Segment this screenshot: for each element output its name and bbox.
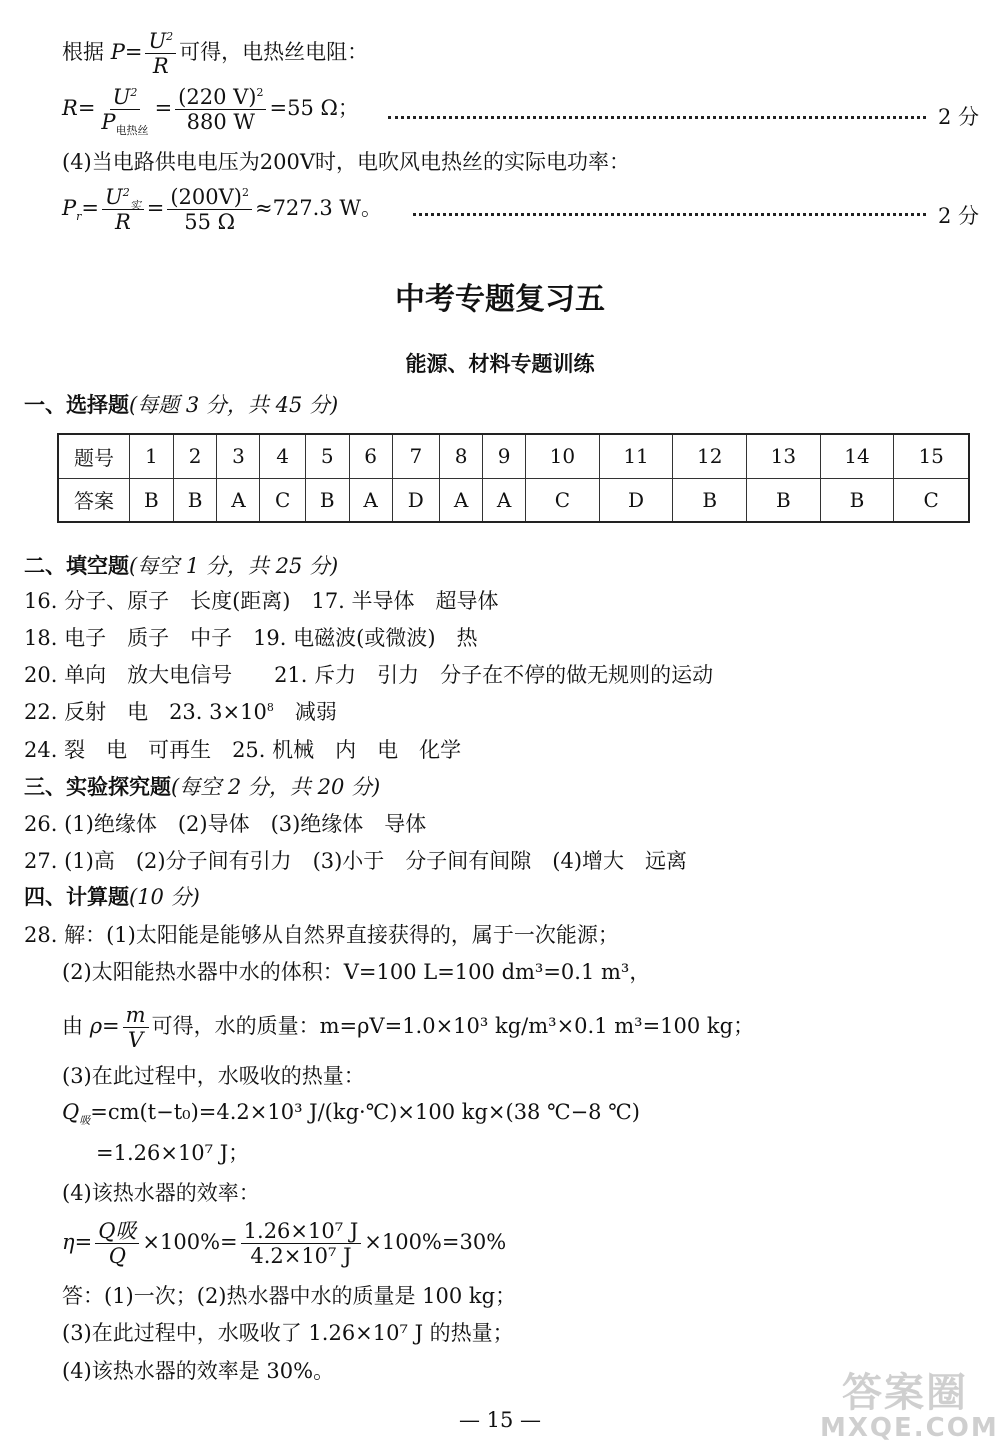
text: 由 [62, 1014, 83, 1039]
watermark-logo [820, 1370, 999, 1446]
fraction-u-real: $\frac{U^2_实}{R}$ [102, 186, 144, 233]
num: Q吸 [95, 1220, 139, 1244]
dotted-leader [388, 116, 926, 119]
num: (220 V) [178, 85, 257, 109]
fraction-eff-values [241, 1220, 362, 1267]
formula-line-1: 根据 P= $\frac{U^2}{R}$ 可得，电热丝电阻： [62, 29, 369, 79]
text: 减弱 [273, 700, 337, 724]
section-note: (10 分) [129, 885, 200, 909]
watermark-text: 答案圈 [842, 1370, 968, 1416]
num: (200V) [170, 185, 242, 209]
section-4-heading [24, 885, 200, 910]
section-1-heading [24, 393, 338, 418]
fill-line: 18. 电子 质子 中子 19. 电磁波(或微波) 热 [24, 626, 478, 650]
fraction-u2-r: $\frac{U^2}{R}$ [145, 30, 176, 77]
table-cell: 13 [747, 434, 821, 478]
text: 根据 [62, 40, 104, 65]
table-cell: C [260, 478, 305, 522]
var-q: $Q_吸$ [62, 1100, 91, 1128]
row-label: 答案 [58, 478, 130, 522]
answer-line: (4)该热水器的效率是 30%。 [62, 1359, 335, 1383]
text-line-3: (4)当电路供电电压为200V时，电吹风电热丝的实际电功率： [62, 150, 630, 174]
section-note: (每题 3 分，共 45 分) [129, 393, 339, 417]
calc-line: (4)该热水器的效率： [62, 1181, 260, 1205]
calc-line-rho: 由 ρ= $\frac{m}{V}$ 可得，水的质量：m=ρV=1.0×10³ kg/m³×0.1 m³=100 kg； [62, 1003, 755, 1053]
text: 可得，电热丝电阻： [179, 40, 369, 65]
table-row [58, 434, 969, 478]
page-subtitle: 能源、材料专题训练 [405, 352, 595, 376]
den: R [114, 210, 131, 235]
table-cell: 1 [130, 434, 174, 478]
dotted-leader [413, 213, 926, 216]
table-cell: C [526, 478, 600, 522]
answer-table [57, 433, 970, 523]
answer-line: 答：(1)一次；(2)热水器中水的质量是 100 kg； [62, 1284, 517, 1308]
fill-line [24, 700, 337, 725]
den: R [152, 54, 169, 79]
table-cell: C [894, 478, 969, 522]
den: 4.2×10⁷ J [250, 1244, 352, 1269]
table-cell: D [599, 478, 673, 522]
table-row [58, 478, 969, 522]
text: 22. 反射 电 23. 3×10 [24, 700, 267, 724]
text: ×100%=30% [364, 1230, 507, 1255]
calc-line-heat [62, 1100, 640, 1128]
text: 可得，水的质量：m=ρV=1.0×10³ kg/m³×0.1 m³=100 kg； [151, 1014, 755, 1039]
sub: 实 [129, 199, 141, 213]
den: V [128, 1028, 144, 1053]
num: 1.26×10⁷ J [241, 1220, 362, 1244]
result: ≈727.3 W。 [254, 196, 382, 221]
num: m [123, 1004, 149, 1028]
table-cell: 10 [526, 434, 600, 478]
table-cell: 3 [217, 434, 260, 478]
page-title: 中考专题复习五 [395, 282, 605, 317]
fraction-q [95, 1220, 139, 1267]
answer-line: (3)在此过程中，水吸收了 1.26×10⁷ J 的热量； [62, 1321, 514, 1345]
table-cell: A [349, 478, 392, 522]
page-number: — 15 — [458, 1408, 542, 1432]
text: ×100%= [142, 1230, 238, 1255]
score: 2 分 [938, 204, 980, 228]
section-title: 四、计算题 [24, 885, 129, 909]
score: 2 分 [938, 105, 980, 129]
den: 880 W [186, 110, 255, 135]
sub: 电热丝 [115, 124, 149, 138]
var-pr: $P_r$ [62, 196, 82, 224]
formula-line-4: $P_r=$ $\frac{U^2_实}{R}$ = $\frac{(200V)^2}{55 \Omega}$ ≈727.3 W。 [62, 185, 382, 235]
num: U [148, 29, 167, 53]
table-cell: 4 [260, 434, 305, 478]
table-cell: 2 [173, 434, 217, 478]
table-cell: 5 [305, 434, 349, 478]
fraction-m-v [123, 1004, 149, 1051]
row-label: 题号 [58, 434, 130, 478]
section-title: 三、实验探究题 [24, 775, 171, 799]
fraction-200v: $\frac{(200V)^2}{55 \Omega}$ [167, 186, 252, 233]
section-note: (每空 2 分，共 20 分) [171, 775, 381, 799]
experiment-line: 27. (1)高 (2)分子间有引力 (3)小于 分子间有间隙 (4)增大 远离 [24, 849, 688, 873]
den: P [101, 110, 116, 135]
table-cell: B [820, 478, 894, 522]
num: U [112, 85, 131, 109]
watermark-url: MXQE.COM [820, 1413, 999, 1443]
table-cell: 14 [820, 434, 894, 478]
result: =55 Ω； [269, 96, 359, 121]
calc-line-eff: η= $\frac{\text{Q吸}}{Q}$ ×100%= $\frac{\text{1.26×10⁷ J}}{\text{4.2×10⁷ J}}$ ×100%=30% [62, 1219, 507, 1269]
table-cell: B [173, 478, 217, 522]
table-cell: B [673, 478, 747, 522]
fill-line: 24. 裂 电 可再生 25. 机械 内 电 化学 [24, 738, 462, 762]
formula-line-2: R= $\frac{U^2}{P_{电热丝}}$ = $\frac{(220 V)^2}{880 W}$ =55 Ω； [62, 85, 359, 138]
table-cell: 12 [673, 434, 747, 478]
den: Q [108, 1244, 126, 1269]
var-rho: ρ [89, 1014, 103, 1039]
calc-line: =1.26×10⁷ J； [96, 1141, 250, 1165]
table-cell: 7 [392, 434, 439, 478]
fraction-u2-p: $\frac{U^2}{P_{电热丝}}$ [101, 85, 149, 138]
table-cell: B [130, 478, 174, 522]
table-cell: A [217, 478, 260, 522]
table-cell: B [747, 478, 821, 522]
section-2-heading [24, 554, 338, 579]
var-r: R [62, 96, 78, 121]
fraction-220v: $\frac{(220 V)^2}{880 W}$ [175, 86, 266, 133]
fill-line: 16. 分子、原子 长度(距离) 17. 半导体 超导体 [24, 589, 499, 613]
section-title: 二、填空题 [24, 554, 129, 578]
section-note: (每空 1 分，共 25 分) [129, 554, 339, 578]
calc-line: (3)在此过程中，水吸收的热量： [62, 1064, 365, 1088]
table-cell: A [440, 478, 483, 522]
text: =cm(t−t₀)=4.2×10³ J/(kg·℃)×100 kg×(38 ℃−8 ℃) [90, 1100, 640, 1124]
table-cell: 11 [599, 434, 673, 478]
table-cell: 6 [349, 434, 392, 478]
num: U [105, 185, 123, 209]
den: 55 Ω [184, 210, 236, 235]
table-cell: 15 [894, 434, 969, 478]
calc-line: 28. 解：(1)太阳能是能够从自然界直接获得的，属于一次能源； [24, 923, 619, 947]
section-title: 一、选择题 [24, 393, 129, 417]
table-cell: D [392, 478, 439, 522]
var-eta: η [62, 1230, 75, 1255]
table-cell: 8 [440, 434, 483, 478]
table-cell: 9 [483, 434, 526, 478]
table-cell: A [483, 478, 526, 522]
table-cell: B [305, 478, 349, 522]
experiment-line: 26. (1)绝缘体 (2)导体 (3)绝缘体 导体 [24, 812, 427, 836]
calc-line: (2)太阳能热水器中水的体积：V=100 L=100 dm³=0.1 m³， [62, 960, 651, 984]
section-3-heading [24, 775, 380, 800]
exponent: 8 [266, 701, 274, 714]
var-p: P [110, 40, 125, 65]
fill-line: 20. 单向 放大电信号 21. 斥力 引力 分子在不停的做无规则的运动 [24, 663, 714, 687]
